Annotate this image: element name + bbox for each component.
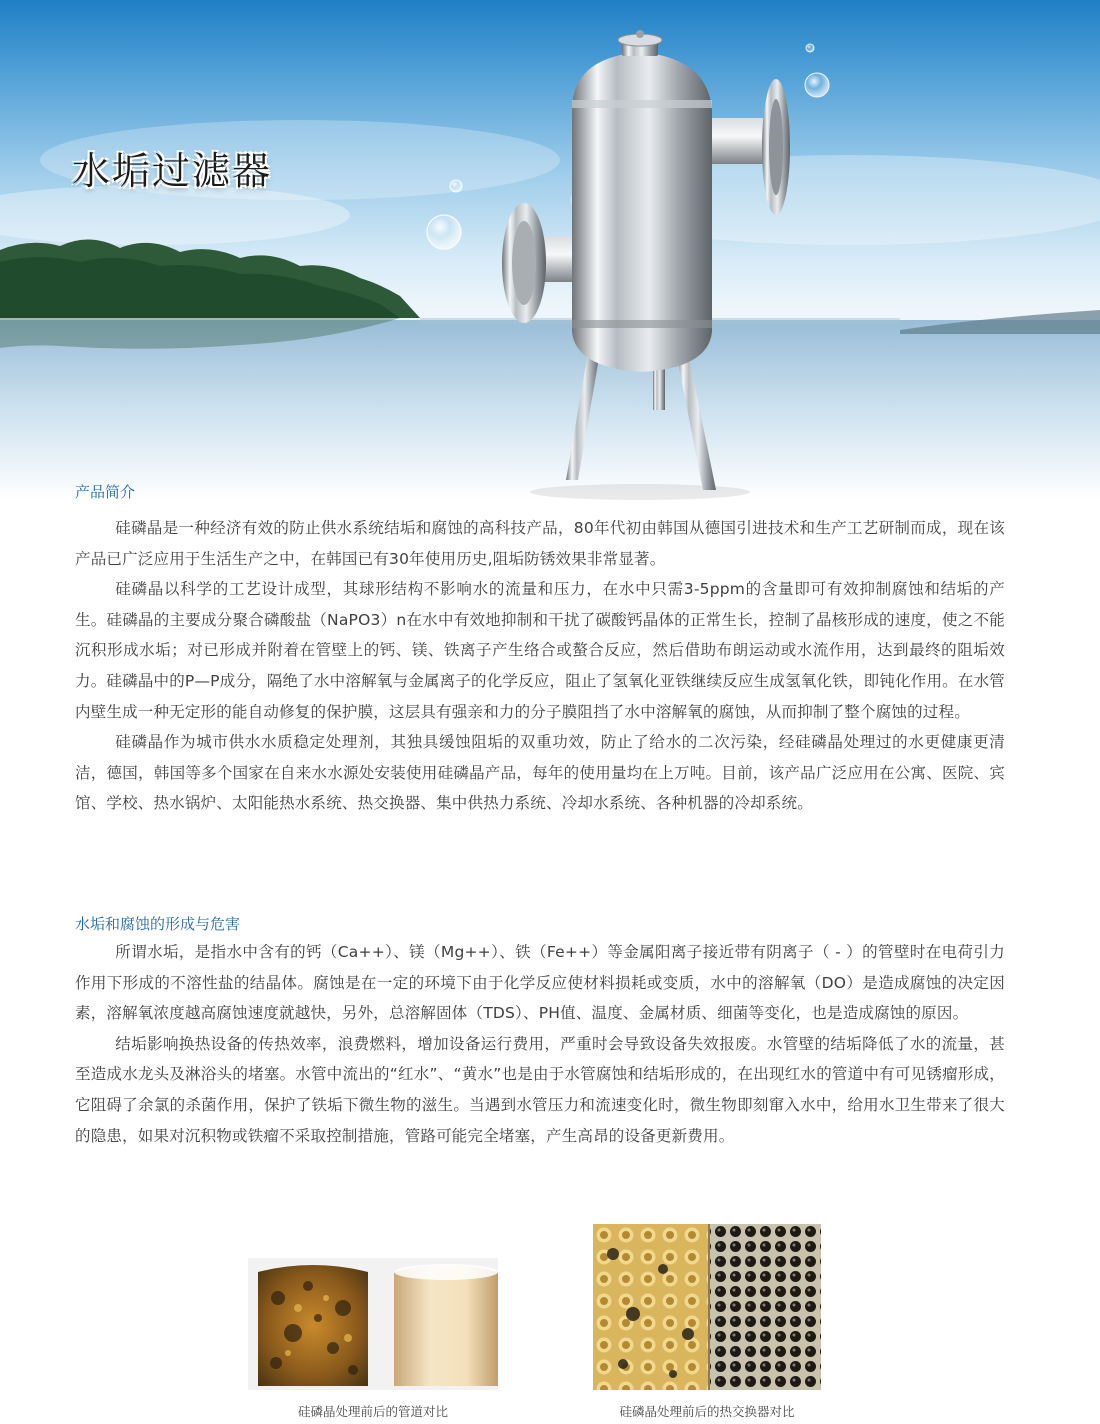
paragraph: 结垢影响换热设备的传热效率，浪费燃料，增加设备运行费用，严重时会导致设备失效报废。水管壁的结垢降低了水的流量，甚至造成水龙头及淋浴头的堵塞。水管中流出的“红水”、“黄水”也是由于水管腐蚀和结垢形成的，在出现红水的管道中有可见锈瘤形成，它阻碍了余氯的杀菌作用，保护了铁垢下微生物的滋生。当遇到水管压力和流速变化时，微生物即刻窜入水中，给用水卫生带来了很大的隐患，如果对沉积物或铁瘤不采取控制措施，管路可能完全堵塞，产生高昂的设备更新费用。: [75, 1034, 1005, 1145]
bubble-decoration: [427, 215, 461, 249]
section-heading-intro: 产品简介: [75, 483, 136, 501]
section-heading-scale-corrosion: 水垢和腐蚀的形成与危害: [75, 915, 241, 933]
paragraph: 所谓水垢，是指水中含有的钙（Ca++）、镁（Mg++）、铁（Fe++）等金属阳离子接近带有阴离子（ - ）的管壁时在电荷引力作用下形成的不溶性盐的结晶体。腐蚀是在一定的环境下由于化学反应使材料损耗或变质，水中的溶解氧（DO）是造成腐蚀的决定因素，溶解氧浓度越高腐蚀速度就越快，另外，总溶解固体（TDS）、PH值、温度、金属材质、细菌等变化，也是造成腐蚀的原因。: [75, 943, 1005, 1023]
paragraph: 硅磷晶作为城市供水水质稳定处理剂，其独具缓蚀阻垢的双重功效，防止了给水的二次污染，经硅磷晶处理过的水更健康更清洁，德国，韩国等多个国家在自来水水源处安装使用硅磷晶产品，每年的使用量均在上万吨。目前，该产品广泛应用在公寓、医院、宾馆、学校、热水锅炉、太阳能热水系统、热交换器、集中供热力系统、冷却水系统、各种机器的冷却系统。: [75, 733, 1005, 813]
paragraph: 硅磷晶是一种经济有效的防止供水系统结垢和腐蚀的高科技产品，80年代初由韩国从德国引进技术和生产工艺研制而成，现在该产品已广泛应用于生活生产之中，在韩国已有30年使用历史,阻垢防锈效果非常显著。: [75, 519, 1005, 568]
bubble-decoration: [450, 180, 462, 192]
pipe-comparison-photo: [248, 1258, 498, 1390]
paragraph: 硅磷晶以科学的工艺设计成型，其球形结构不影响水的流量和压力，在水中只需3-5ppm的含量即可有效抑制腐蚀和结垢的产生。硅磷晶的主要成分聚合磷酸盐（NaPO3）n在水中有效地抑制和干扰了碳酸钙晶体的正常生长，控制了晶核形成的速度，使之不能沉积形成水垢；对已形成并附着在管壁上的钙、镁、铁离子产生络合或螯合反应，然后借助布朗运动或水流作用，达到最终的阻垢效力。硅磷晶中的P—P成分，隔绝了水中溶解氧与金属离子的化学反应，阻止了氢氧化亚铁继续反应生成氢氧化铁，即钝化作用。在水管内壁生成一种无定形的能自动修复的保护膜，这层具有强亲和力的分子膜阻挡了水中溶解氧的腐蚀，从而抑制了整个腐蚀的过程。: [75, 580, 1005, 721]
section-intro-body: [75, 513, 1005, 819]
figure-caption-heat-exchanger: 硅磷晶处理前后的热交换器对比: [619, 1404, 795, 1419]
bubble-decoration: [805, 73, 829, 97]
page-title: 水垢过滤器: [72, 149, 273, 193]
heat-exchanger-comparison-photo: [593, 1224, 821, 1390]
hero-illustration: [0, 0, 1100, 500]
bubble-decoration: [806, 44, 814, 52]
figure-caption-pipes: 硅磷晶处理前后的管道对比: [297, 1404, 448, 1419]
hero-banner: [0, 0, 1100, 500]
section-scale-corrosion-body: [75, 937, 1005, 1151]
